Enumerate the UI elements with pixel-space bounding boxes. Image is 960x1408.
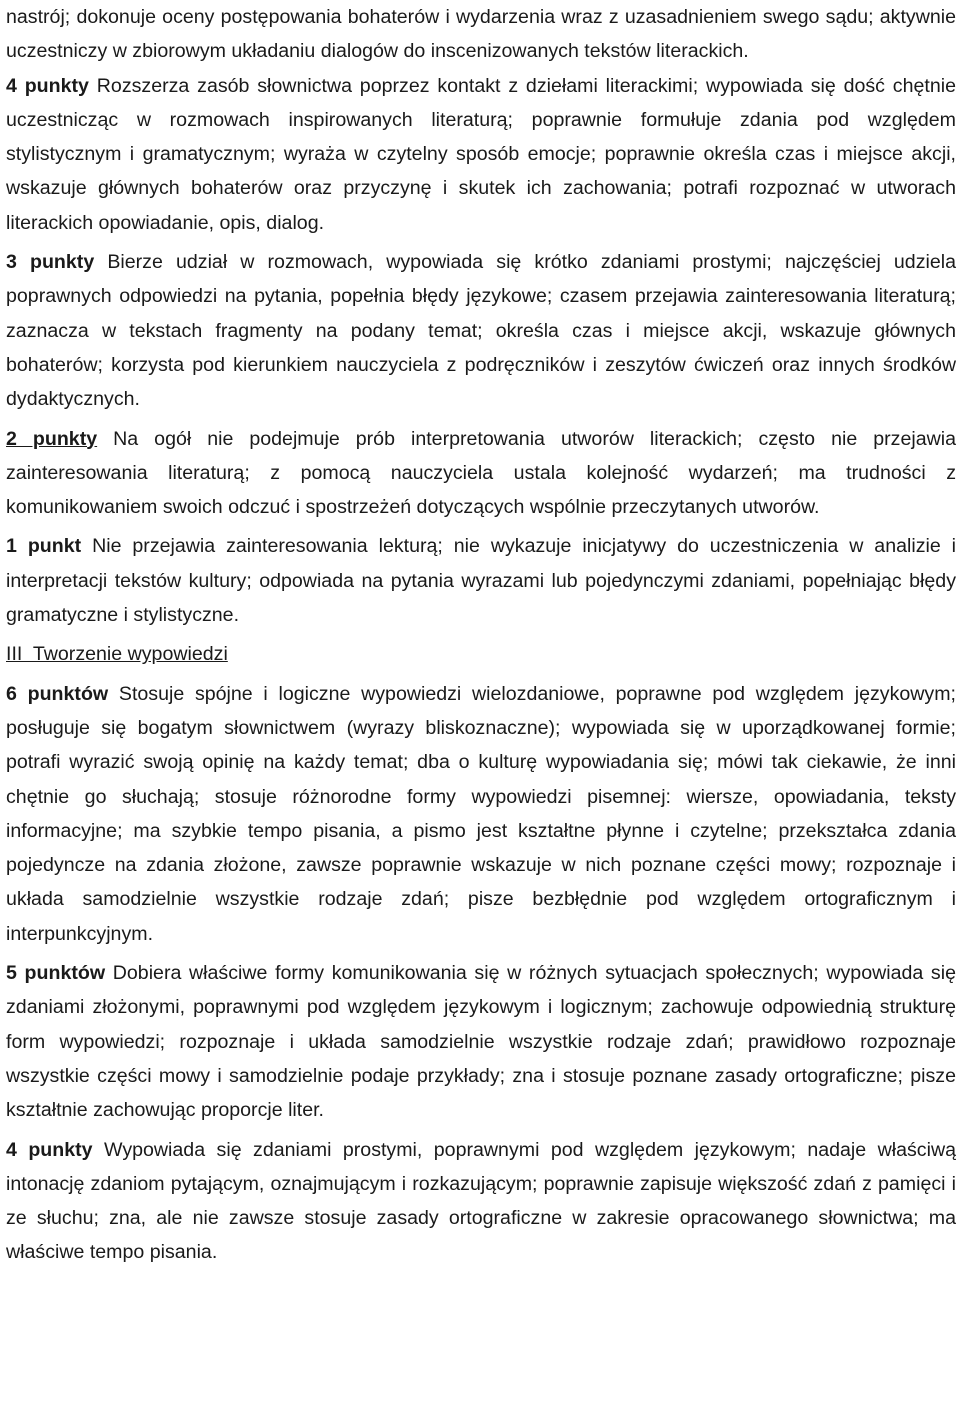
intro-paragraph xyxy=(6,0,956,69)
criteria-4-points-writing xyxy=(6,1133,956,1270)
criteria-lead: 3 punkty xyxy=(6,251,95,274)
criteria-lead: 6 punktów xyxy=(6,682,109,705)
criteria-text: Stosuje spójne i logiczne wypowiedzi wielozdaniowe, poprawne pod względem językowym; posługuje się bogatym słownictwem (wyrazy bliskoznaczne); wypowiada się w uporządkowanej formie; potrafi wyrazić swoją opinię na każdy temat; dba o kulturę wypowiadania się; mówi tak ciekawie, że inni chętnie go słuchają; stosuje różnorodne formy wypowiedzi pisemnej: wiersze, opowiadania, teksty informacyjne; ma szybkie tempo pisania, a pismo jest kształtne płynne i czytelne; przekształca zdania pojedyncze na zdania złożone, zawsze poprawnie wskazuje w nich poznane części mowy; rozpoznaje i układa samodzielnie wszystkie rodzaje zdań; pisze bezbłędnie pod względem ortograficznym i interpunkcyjnym. xyxy=(6,682,956,945)
criteria-6-points-writing xyxy=(6,677,956,951)
criteria-lead: 1 punkt xyxy=(6,535,82,558)
criteria-text: Rozszerza zasób słownictwa poprzez kontakt z dziełami literackimi; wypowiada się dość chętnie uczestnicząc w rozmowach inspirowanych literaturą; poprawnie formułuje zdania pod względem stylistycznym i gramatycznym; wyraża w czytelny sposób emocje; poprawnie określa czas i miejsce akcji, wskazuje głównych bohaterów oraz przyczynę i skutek ich zachowania; potrafi rozpoznać w utworach literackich opowiadanie, opis, dialog. xyxy=(6,74,956,234)
criteria-lead: 4 punkty xyxy=(6,1138,93,1161)
criteria-5-points-writing xyxy=(6,956,956,1127)
criteria-text: Na ogół nie podejmuje prób interpretowania utworów literackich; często nie przejawia zainteresowania literaturą; z pomocą nauczyciela ustala kolejność wydarzeń; ma trudności z komunikowaniem swoich odczuć i spostrzeżeń dotyczących wspólnie przeczytanych utworów. xyxy=(6,427,956,519)
intro-text: nastrój; dokonuje oceny postępowania bohaterów i wydarzenia wraz z uzasadnieniem swego sądu; aktywnie uczestniczy w zbiorowym układaniu dialogów do inscenizowanych tekstów literackich. xyxy=(6,6,956,63)
criteria-text: Bierze udział w rozmowach, wypowiada się krótko zdaniami prostymi; najczęściej udziela poprawnych odpowiedzi na pytania, popełnia błędy językowe; czasem przejawia zainteresowania literaturą; zaznacza w tekstach fragmenty na podany temat; określa czas i miejsce akcji, wskazuje głównych bohaterów; korzysta pod kierunkiem nauczyciela z podręczników i zeszytów ćwiczeń oraz innych środków dydaktycznych. xyxy=(6,251,956,411)
document-page xyxy=(6,0,956,1270)
criteria-lead: 4 punkty xyxy=(6,74,89,97)
criteria-4-points-reading xyxy=(6,69,956,240)
criteria-text: Wypowiada się zdaniami prostymi, poprawnymi pod względem językowym; nadaje właściwą intonację zdaniom pytającym, oznajmującym i rozkazującym; poprawnie zapisuje większość zdań z pamięci i ze słuchu; zna, ale nie zawsze stosuje zasady ortograficzne w zakresie opracowanego słownictwa; ma właściwe tempo pisania. xyxy=(6,1138,956,1264)
section-heading-tworzenie-wypowiedzi: III Tworzenie wypowiedzi xyxy=(6,643,228,666)
criteria-2-points-reading xyxy=(6,422,956,525)
criteria-lead: 2 punkty xyxy=(6,427,98,450)
criteria-text: Dobiera właściwe formy komunikowania się w różnych sytuacjach społecznych; wypowiada się zdaniami złożonymi, poprawnymi pod względem językowym i logicznym; zachowuje odpowiednią strukturę form wypowiedzi; rozpoznaje i układa samodzielnie wszystkie rodzaje zdań; prawidłowo rozpoznaje wszystkie części mowy i samodzielnie podaje przykłady; zna i stosuje poznane zasady ortograficzne; pisze kształtnie zachowując proporcje liter. xyxy=(6,962,956,1122)
criteria-1-point-reading xyxy=(6,529,956,632)
criteria-3-points-reading xyxy=(6,245,956,416)
criteria-lead: 5 punktów xyxy=(6,962,106,985)
criteria-text: Nie przejawia zainteresowania lekturą; nie wykazuje inicjatywy do uczestniczenia w analizie i interpretacji tekstów kultury; odpowiada na pytania wyrazami lub pojedynczymi zdaniami, popełniając błędy gramatyczne i stylistyczne. xyxy=(6,535,957,627)
